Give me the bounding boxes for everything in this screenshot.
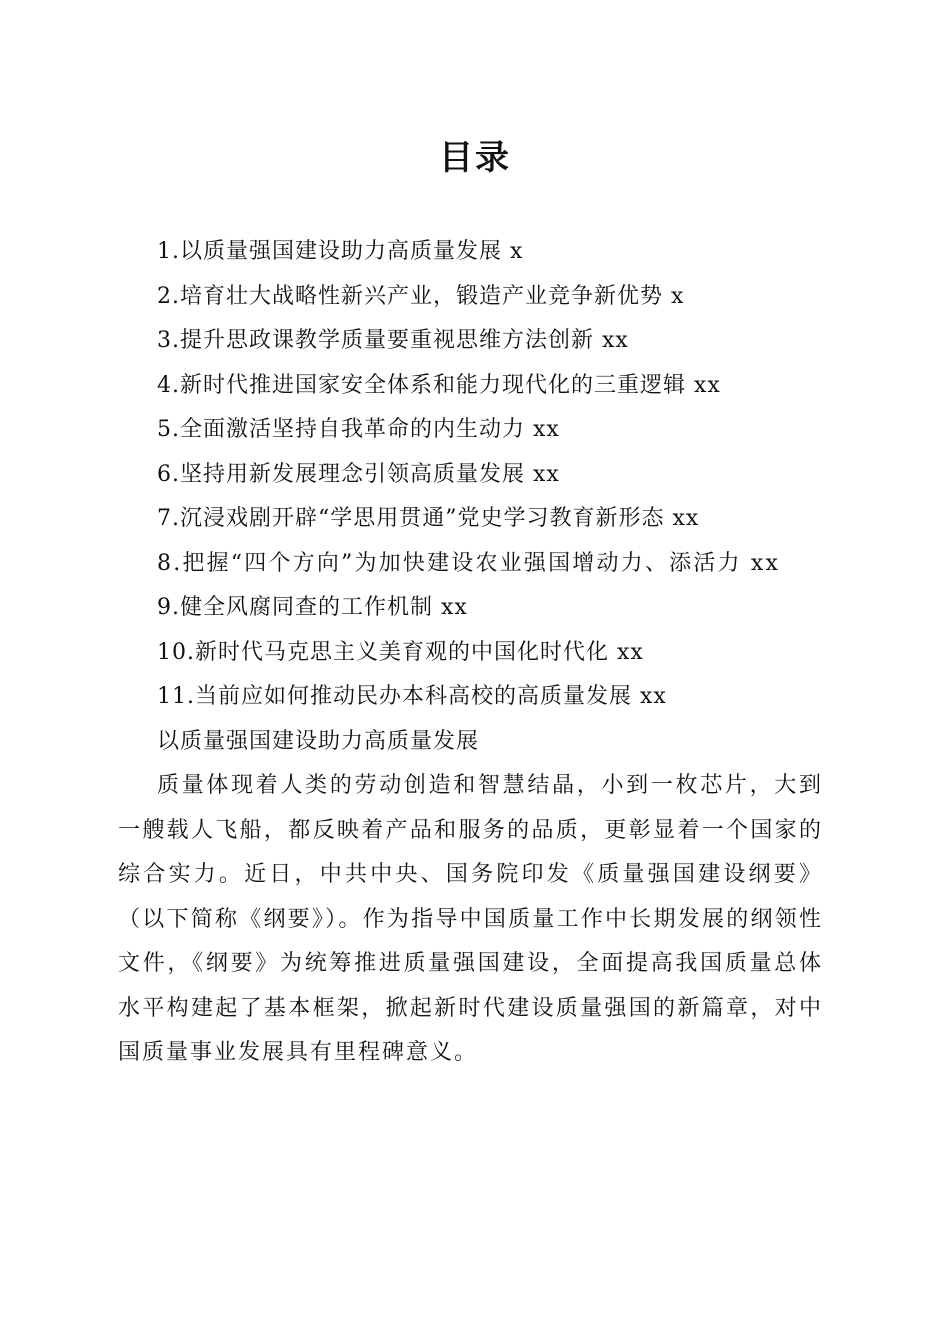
toc-item-11[interactable]: 11.当前应如何推动民办本科高校的高质量发展 xx [157, 684, 667, 709]
toc-item-10[interactable]: 10.新时代马克思主义美育观的中国化时代化 xx [157, 639, 644, 665]
article-paragraph: 质量体现着人类的劳动创造和智慧结晶，小到一枚芯片，大到一艘载人飞船，都反映着产品和服务的品质，更彰显着一个国家的综合实力。近日，中共中央、国务院印发《质量强国建设纲要》（以下简称《纲要》）。作为指导中国质量工作中长期发展的纲领性文件，《纲要》为统筹推进质量强国建设，全面提高我国质量总体水平构建起了基本框架，掀起新时代建设质量强国的新篇章，对中国质量事业发展具有里程碑意义。 [118, 773, 823, 1065]
toc-item-7[interactable]: 7.沉浸戏剧开辟“学思用贯通”党史学习教育新形态 xx [157, 506, 700, 531]
table-of-contents [118, 230, 828, 1076]
toc-item-9[interactable]: 9.健全风腐同查的工作机制 xx [157, 595, 468, 620]
toc-item-4[interactable]: 4.新时代推进国家安全体系和能力现代化的三重逻辑 xx [157, 372, 721, 398]
toc-item-3[interactable]: 3.提升思政课教学质量要重视思维方法创新 xx [157, 328, 629, 353]
page-title: 目录 [439, 138, 511, 178]
toc-item-6[interactable]: 6.坚持用新发展理念引领高质量发展 xx [157, 461, 560, 487]
toc-item-2[interactable]: 2.培育壮大战略性新兴产业，锻造产业竞争新优势 x [157, 283, 685, 309]
article-heading: 以质量强国建设助力高质量发展 [157, 728, 480, 754]
toc-item-8[interactable]: 8.把握“四个方向”为加快建设农业强国增动力、添活力 xx [157, 550, 781, 576]
toc-item-5[interactable]: 5.全面激活坚持自我革命的内生动力 xx [157, 417, 560, 442]
toc-item-1[interactable]: 1.以质量强国建设助力高质量发展 x [157, 239, 524, 264]
